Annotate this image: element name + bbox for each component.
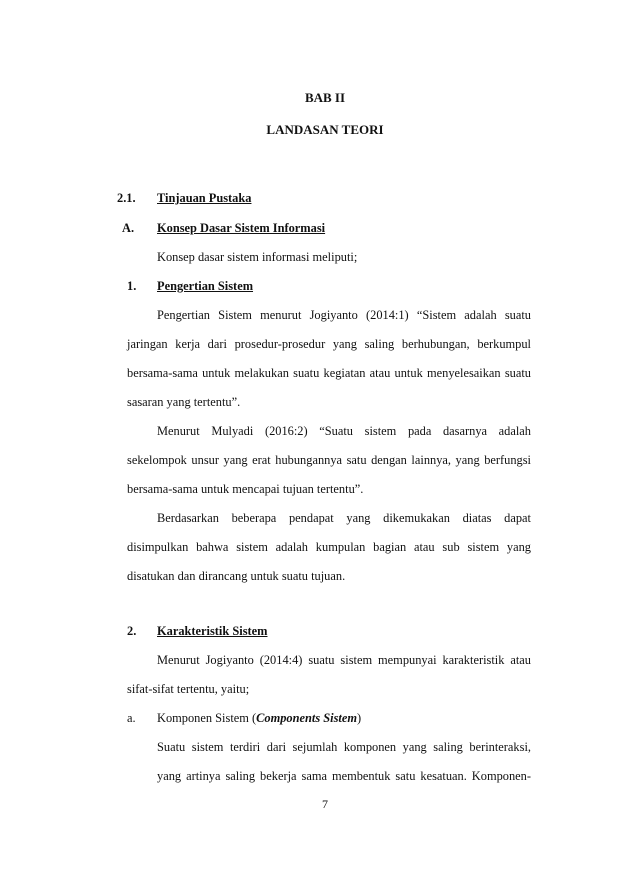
item2-title: Karakteristik Sistem (157, 624, 268, 638)
page-number: 7 (322, 797, 328, 811)
subitem-title-end: ) (357, 711, 362, 725)
subsection-number: A. (122, 221, 135, 235)
section-number: 2.1. (117, 191, 136, 205)
paragraph-line: Pengertian Sistem menurut Jogiyanto (2014:1) “Sistem adalah suatu (157, 308, 531, 322)
paragraph-line: Berdasarkan beberapa pendapat yang dikemukakan diatas dapat (157, 511, 531, 525)
paragraph-line: Menurut Mulyadi (2016:2) “Suatu sistem pada dasarnya adalah (157, 424, 531, 438)
paragraph-line: sekelompok unsur yang erat hubungannya satu dengan lainnya, yang berfungsi (127, 453, 531, 467)
paragraph-line: sasaran yang tertentu”. (127, 395, 241, 409)
paragraph-line: jaringan kerja dari prosedur-prosedur yang saling berhubungan, berkumpul (127, 337, 531, 351)
item1-number: 1. (127, 279, 137, 293)
paragraph-line: sifat-sifat tertentu, yaitu; (127, 682, 250, 696)
subitem-title-italic: Components Sistem (256, 711, 357, 725)
paragraph-line: disatukan dan dirancang untuk suatu tujuan. (127, 569, 346, 583)
chapter-number: BAB II (304, 90, 346, 105)
item1-title: Pengertian Sistem (157, 279, 254, 293)
intro-text: Konsep dasar sistem informasi meliputi; (157, 250, 358, 264)
paragraph-line: Suatu sistem terdiri dari sejumlah komponen yang saling berinteraksi, (157, 740, 531, 754)
item2-number: 2. (127, 624, 137, 638)
subitem-title (157, 710, 361, 726)
paragraph-line: yang artinya saling bekerja sama membentuk satu kesatuan. Komponen- (157, 769, 531, 783)
paragraph-line: Menurut Jogiyanto (2014:4) suatu sistem mempunyai karakteristik atau (157, 653, 531, 667)
paragraph-line: bersama-sama untuk mencapai tujuan tertentu”. (127, 482, 364, 496)
subitem-letter: a. (127, 711, 136, 725)
subsection-title: Konsep Dasar Sistem Informasi (157, 221, 326, 235)
paragraph-line: bersama-sama untuk melakukan suatu kegiatan atau untuk menyelesaikan suatu (127, 366, 531, 380)
section-title: Tinjauan Pustaka (157, 191, 252, 205)
paragraph-line: disimpulkan bahwa sistem adalah kumpulan bagian atau sub sistem yang (127, 540, 531, 554)
subitem-title-text: Komponen Sistem ( (157, 711, 257, 725)
chapter-title: LANDASAN TEORI (266, 122, 384, 137)
